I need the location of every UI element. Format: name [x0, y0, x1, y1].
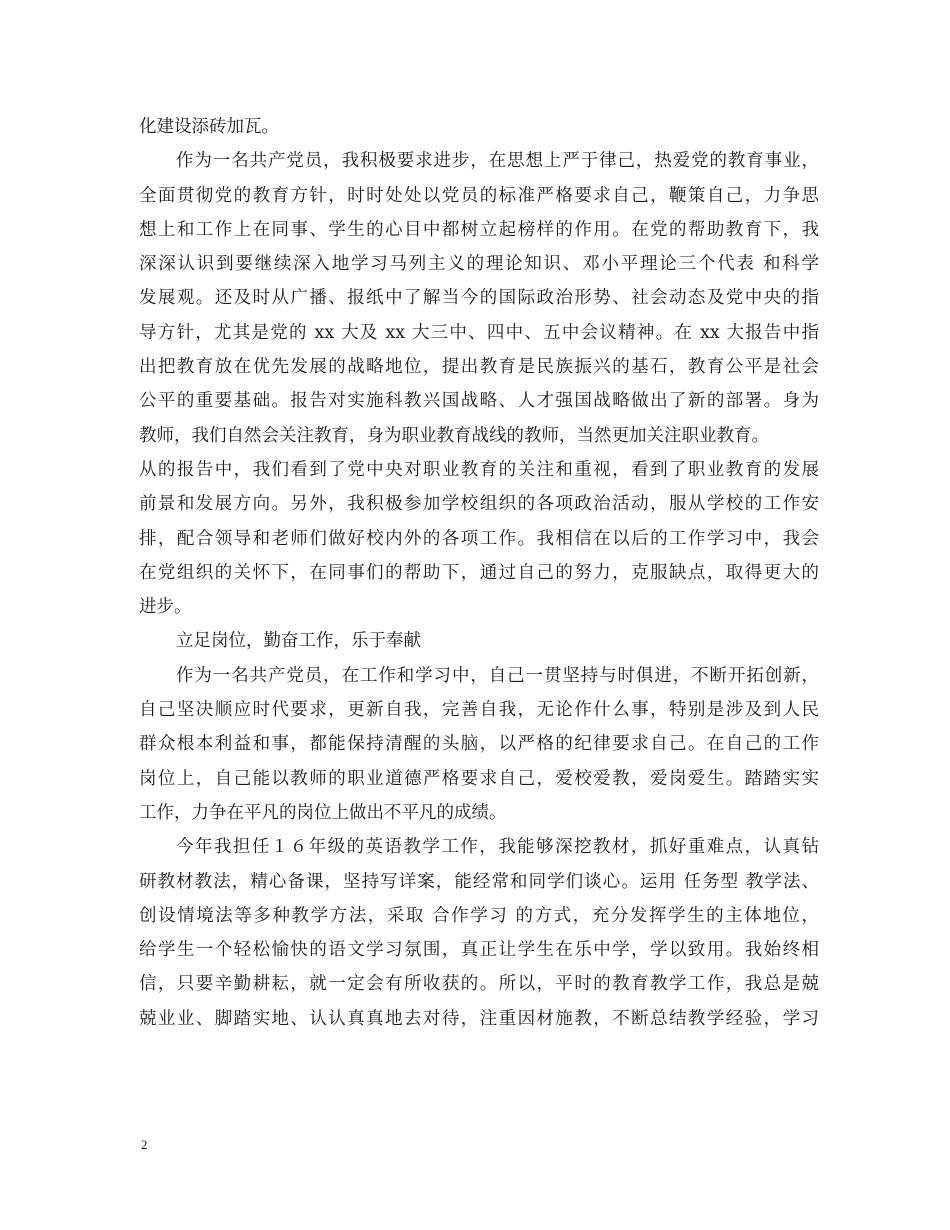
text-line: 进步。 — [139, 597, 192, 618]
text-line: 教师，我们自然会关注教育，身为职业教育战线的教师，当然更加关注职业教育。 — [139, 425, 769, 446]
text-line: 全面贯彻党的教育方针，时时处处以党员的标准严格要求自己，鞭策自己，力争思 — [139, 185, 819, 206]
text-line: 工作，力争在平凡的岗位上做出不平凡的成绩。 — [139, 802, 507, 823]
text-line: 排，配合领导和老师们做好校内外的各项工作。我相信在以后的工作学习中，我会 — [139, 528, 819, 549]
text-line: 想上和工作上在同事、学生的心目中都树立起榜样的作用。在党的帮助教育下，我 — [139, 219, 819, 240]
text-line: 从的报告中，我们看到了党中央对职业教育的关注和重视，看到了职业教育的发展 — [139, 459, 819, 480]
page-number: 2 — [141, 1137, 148, 1152]
text-line: 化建设添砖加瓦。 — [139, 117, 279, 137]
text-line: 今年我担任１６年级的英语教学工作，我能够深挖教材，抓好重难点，认真钻 — [176, 837, 819, 858]
text-line: 发展观。还及时从广播、报纸中了解当今的国际政治形势、社会动态及党中央的指 — [139, 288, 819, 309]
text-line: 公平的重要基础。报告对实施科教兴国战略、人才强国战略做出了新的部署。身为 — [139, 391, 819, 412]
text-line: 作为一名共产党员，我积极要求进步，在思想上严于律己，热爱党的教育事业， — [176, 151, 819, 172]
text-line: 兢业业、脚踏实地、认认真真地去对待，注重因材施教，不断总结教学经验，学习 — [139, 1008, 819, 1029]
text-line: 在党组织的关怀下，在同事们的帮助下，通过自己的努力，克服缺点，取得更大的 — [139, 562, 819, 583]
text-line: 给学生一个轻松愉快的语文学习氛围，真正让学生在乐中学，学以致用。我始终相 — [139, 940, 819, 961]
text-line: 自己坚决顺应时代要求，更新自我，完善自我，无论作什么事，特别是涉及到人民 — [139, 700, 819, 721]
text-line: 出把教育放在优先发展的战略地位，提出教育是民族振兴的基石，教育公平是社会 — [139, 357, 819, 378]
text-line: 深深认识到要继续深入地学习马列主义的理论知识、邓小平理论三个代表 和科学 — [139, 254, 819, 275]
document-body — [139, 110, 819, 1036]
text-line: 导方针，尤其是党的 xx 大及 xx 大三中、四中、五中会议精神。在 xx 大报告中指 — [139, 322, 819, 343]
text-line: 作为一名共产党员，在工作和学习中，自己一贯坚持与时俱进，不断开拓创新， — [176, 665, 819, 686]
section-heading: 立足岗位，勤奋工作，乐于奉献 — [176, 631, 421, 652]
text-line: 岗位上，自己能以教师的职业道德严格要求自己，爱校爱教，爱岗爱生。踏踏实实 — [139, 768, 819, 789]
text-line: 群众根本利益和事，都能保持清醒的头脑，以严格的纪律要求自己。在自己的工作 — [139, 734, 819, 755]
text-line: 前景和发展方向。另外，我积极参加学校组织的各项政治活动，服从学校的工作安 — [139, 494, 819, 515]
text-line: 研教材教法，精心备课，坚持写详案，能经常和同学们谈心。运用 任务型 教学法、 — [139, 871, 819, 892]
text-line: 信，只要辛勤耕耘，就一定会有所收获的。所以，平时的教育教学工作，我总是兢 — [139, 974, 819, 995]
text-line: 创设情境法等多种教学方法，采取 合作学习 的方式，充分发挥学生的主体地位， — [139, 905, 819, 926]
